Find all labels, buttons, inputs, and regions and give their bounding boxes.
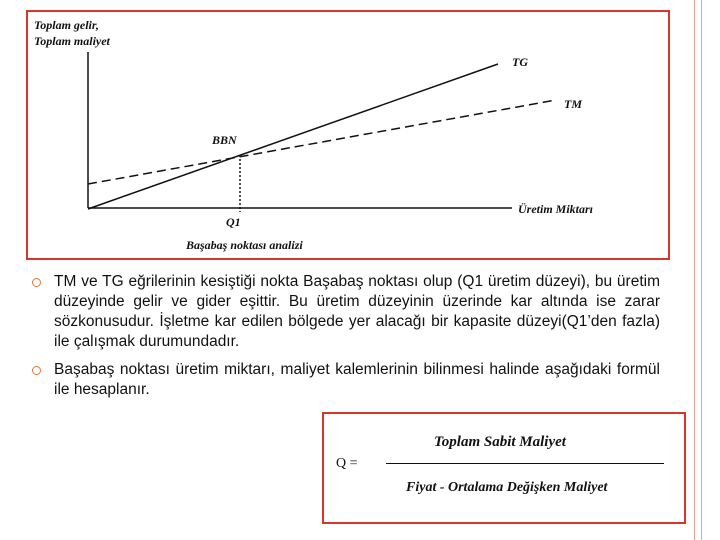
y-axis-label-line1: Toplam gelir, [34, 18, 99, 32]
formula-numerator: Toplam Sabit Maliyet [434, 434, 566, 450]
bullet-text-1: TM ve TG eğrilerinin kesiştiği nokta Başabaş noktası olup (Q1 üretim düzeyi), bu üretim düzeyinde gelir ve gider eşittir. Bu üretim düzeyinin üzerinde kar altında ise zarar sözkonusudur. İşletme kar edilen bölgede yer alacağı bir kapasite düzeyi(Q1’den fazla) ile çalışmak durumundadır. [54, 273, 660, 350]
bullet-icon [32, 278, 41, 287]
tm-label: TM [564, 97, 582, 111]
tg-line [88, 64, 498, 209]
bbn-label: BBN [212, 133, 237, 147]
frame-line-vertical [694, 0, 695, 540]
bullet-item-1 [30, 272, 660, 352]
chart-caption: Başabaş noktası analizi [186, 238, 303, 252]
tg-label: TG [512, 55, 528, 69]
y-axis-label-line2: Toplam maliyet [34, 34, 110, 48]
bullet-icon [32, 366, 41, 375]
breakeven-formula [322, 412, 686, 524]
bullet-list [30, 272, 660, 408]
bullet-item-2 [30, 360, 660, 400]
breakeven-chart [26, 10, 670, 260]
bullet-text-2: Başabaş noktası üretim miktarı, maliyet kalemlerinin bilinmesi halinde aşağıdaki formül ile hesaplanır. [54, 361, 660, 398]
tm-line [88, 100, 556, 184]
fraction-bar [386, 463, 664, 464]
formula-denominator: Fiyat - Ortalama Değişken Maliyet [406, 480, 608, 495]
formula-lhs: Q = [336, 456, 358, 471]
q1-label: Q1 [226, 215, 241, 229]
breakeven-chart-svg [28, 12, 668, 258]
x-axis-label: Üretim Miktarı [518, 202, 594, 216]
frame-line-vertical-outer [701, 0, 702, 540]
